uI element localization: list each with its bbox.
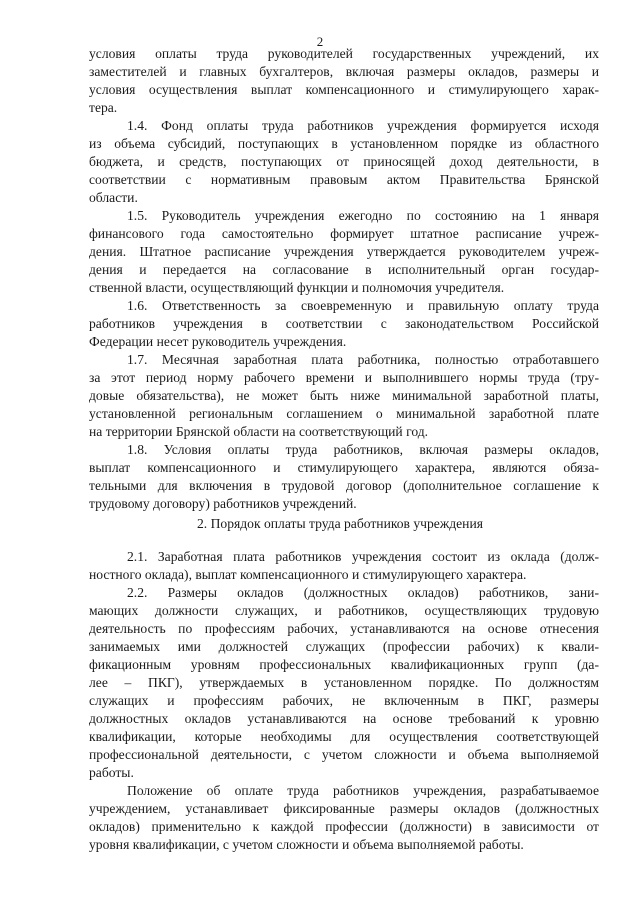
- page-number: 2: [316, 34, 324, 49]
- text-line: дения. Штатное расписание учреждения утверждается руководителем учреж-: [89, 244, 599, 259]
- text-line: мающих должности служащих, и работников, осуществляющих трудовую: [89, 603, 599, 618]
- text-line: окладов) применительно к каждой профессии (должности) в зависимости от: [89, 819, 599, 834]
- section-2-body: [89, 548, 599, 854]
- text-line: условия оплаты труда руководителей государственных учреждений, их: [89, 46, 599, 61]
- text-line: 1.7. Месячная заработная плата работника, полностью отработавшего: [127, 352, 599, 367]
- text-line: учреждением, устанавливает фиксированные размеры окладов (должностных: [89, 801, 599, 816]
- text-line: занимаемых ими должностей служащих (профессии рабочих) к квали-: [89, 639, 599, 654]
- text-line: должностных окладов устанавливаются на основе требований к уровню: [89, 711, 599, 726]
- text-line: служащих и профессиям рабочих, не включенным в ПКГ, размеры: [89, 693, 599, 708]
- text-line: работы.: [89, 765, 134, 780]
- text-line: тельными для включения в трудовой договор (дополнительное соглашение к: [89, 478, 599, 493]
- text-line: 1.5. Руководитель учреждения ежегодно по состоянию на 1 января: [127, 208, 599, 223]
- text-line: области.: [89, 190, 138, 205]
- text-line: Положение об оплате труда работников учреждения, разрабатываемое: [127, 783, 599, 798]
- text-line: фикационным уровням профессиональных квалификационных групп (да-: [89, 657, 599, 672]
- text-line: 1.4. Фонд оплаты труда работников учреждения формируется исходя: [127, 118, 599, 133]
- text-line: трудовому договору) работников учреждений.: [89, 496, 357, 511]
- text-line: уровня квалификации, с учетом сложности и объема выполняемой работы.: [89, 837, 524, 852]
- text-line: дения и передается на согласование в исполнительный орган государ-: [89, 262, 599, 277]
- section-1-body: [89, 45, 599, 513]
- text-line: деятельность по профессиям рабочих, устанавливаются на основе отнесения: [89, 621, 599, 636]
- text-line: на территории Брянской области на соответствующий год.: [89, 424, 429, 439]
- text-line: профессиональной деятельности, с учетом сложности и объема выполняемой: [89, 747, 599, 762]
- text-line: бюджета, и средств, поступающих от приносящей доход деятельности, в: [89, 154, 599, 169]
- text-line: условия осуществления выплат компенсационного и стимулирующего харак-: [89, 82, 599, 97]
- text-line: Федерации несет руководитель учреждения.: [89, 334, 347, 349]
- text-line: квалификации, которые необходимы для осуществления соответствующей: [89, 729, 599, 744]
- text-line: лее – ПКГ), утверждаемых в установленном порядке. По должностям: [89, 675, 599, 690]
- text-line: довые обязательства), не может быть ниже минимальной заработной платы,: [89, 388, 599, 403]
- text-line: ностного оклада), выплат компенсационного и стимулирующего характера.: [89, 567, 527, 582]
- text-line: 2.2. Размеры окладов (должностных окладов) работников, зани-: [127, 585, 599, 600]
- text-line: работников учреждения в соответствии с законодательством Российской: [89, 316, 599, 331]
- text-line: 1.6. Ответственность за своевременную и правильную оплату труда: [127, 298, 599, 313]
- text-line: из объема субсидий, поступающих в установленном порядке из областного: [89, 136, 599, 151]
- text-line: тера.: [89, 100, 118, 115]
- text-line: выплат компенсационного и стимулирующего характера, являются обяза-: [89, 460, 599, 475]
- section-2-heading: 2. Порядок оплаты труда работников учреждения: [197, 516, 483, 531]
- text-line: соответствии с нормативным правовым актом Правительства Брянской: [89, 172, 599, 187]
- text-line: 2.1. Заработная плата работников учреждения состоит из оклада (долж-: [127, 549, 599, 564]
- text-line: 1.8. Условия оплаты труда работников, включая размеры окладов,: [127, 442, 599, 457]
- text-line: финансового года самостоятельно формирует штатное расписание учреж-: [89, 226, 599, 241]
- text-line: заместителей и главных бухгалтеров, включая размеры окладов, размеры и: [89, 64, 599, 79]
- text-line: установленной региональным соглашением о минимальной заработной плате: [89, 406, 599, 421]
- text-line: ственной власти, осуществляющий функции и полномочия учредителя.: [89, 280, 505, 295]
- text-line: за этот период норму рабочего времени и выполнившего нормы труда (тру-: [89, 370, 599, 385]
